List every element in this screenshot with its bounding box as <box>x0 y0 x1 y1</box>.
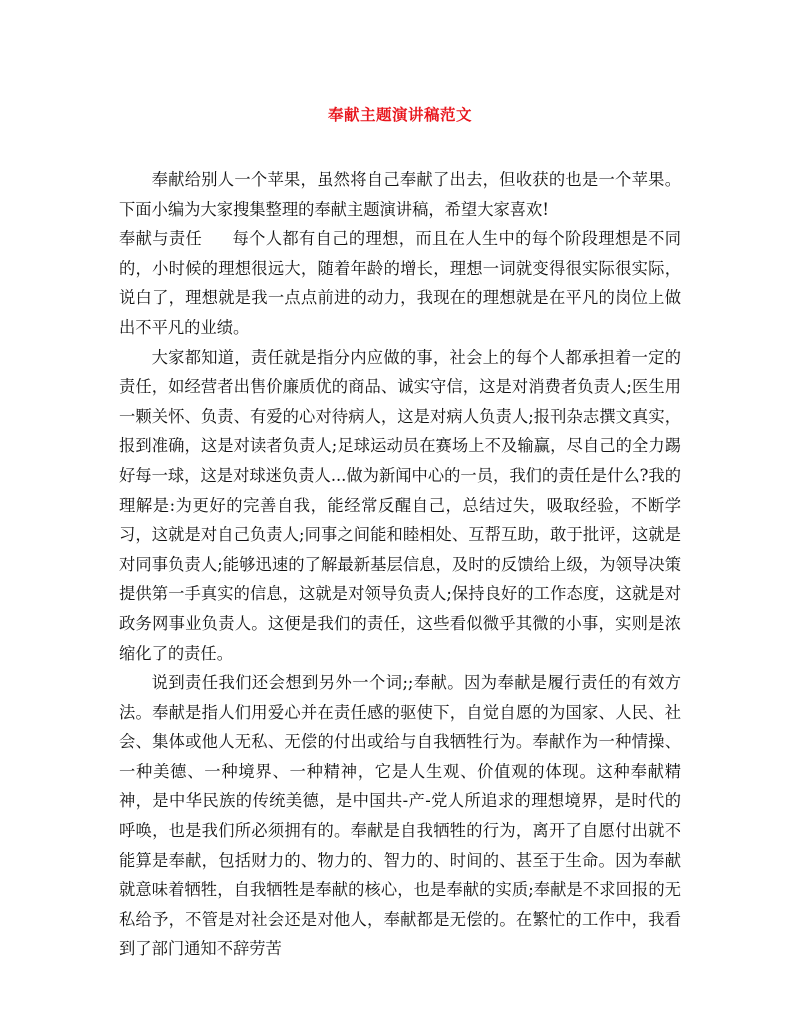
document-body <box>119 165 681 964</box>
duty-paragraph: 大家都知道，责任就是指分内应做的事，社会上的每个人都承担着一定的责任，如经营者出售价廉质优的商品、诚实守信，这是对消费者负责人;医生用一颗关怀、负责、有爱的心对待病人，这是对病人负责人;报刊杂志撰文真实，报到准确，这是对读者负责人;足球运动员在赛场上不及输赢，尽自己的全力踢好每一球，这是对球迷负责人...做为新闻中心的一员，我们的责任是什么?我的理解是:为更好的完善自我，能经常反醒自己，总结过失，吸取经验，不断学习，这就是对自己负责人;同事之间能和睦相处、互帮互助，敢于批评，这就是对同事负责人;能够迅速的了解最新基层信息，及时的反馈给上级，为领导决策提供第一手真实的信息，这就是对领导负责人;保持良好的工作态度，这就是对政务网事业负责人。这便是我们的责任，这些看似微乎其微的小事，实则是浓缩化了的责任。 <box>119 347 681 663</box>
section-heading-text: 每个人都有自己的理想，而且在人生中的每个阶段理想是不同的，小时候的理想很远大，随着年龄的增长，理想一词就变得很实际很实际，说白了，理想就是我一点点前进的动力，我现在的理想就是在平凡的岗位上做出不平凡的业绩。 <box>119 229 681 337</box>
document-title: 奉献主题演讲稿范文 <box>327 105 472 124</box>
intro-paragraph: 奉献给别人一个苹果，虽然将自己奉献了出去，但收获的也是一个苹果。下面小编为大家搜集整理的奉献主题演讲稿，希望大家喜欢! <box>119 170 681 219</box>
responsibility-paragraph <box>119 224 681 342</box>
dedication-paragraph: 说到责任我们还会想到另外一个词;;奉献。因为奉献是履行责任的有效方法。奉献是指人们用爱心并在责任感的驱使下，自觉自愿的为国家、人民、社会、集体或他人无私、无偿的付出或给与自我牺牲行为。奉献作为一种情操、一种美德、一种境界、一种精神，它是人生观、价值观的体现。这种奉献精神，是中华民族的传统美德，是中国共-产-党人所追求的理想境界，是时代的呼唤，也是我们所必须拥有的。奉献是自我牺牲的行为，离开了自愿付出就不能算是奉献，包括财力的、物力的、智力的、时间的、甚至于生命。因为奉献就意味着牺牲，自我牺牲是奉献的核心，也是奉献的实质;奉献是不求回报的无私给予，不管是对社会还是对他人，奉献都是无偿的。在繁忙的工作中，我看到了部门通知不辞劳苦 <box>119 673 681 959</box>
section-heading: 奉献与责任 <box>119 229 203 249</box>
